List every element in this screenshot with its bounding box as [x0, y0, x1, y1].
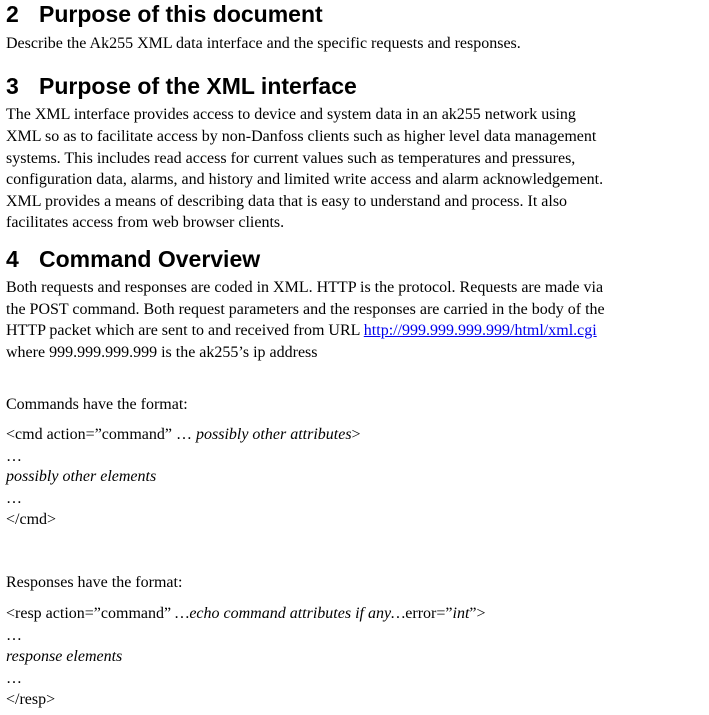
xml-cgi-url-link[interactable]: http://999.999.999.999/html/xml.cgi [363, 322, 597, 339]
section-4-line: HTTP packet which are sent to and received from URL http://999.999.999.999/html/xml.cgi [6, 322, 597, 339]
cmd-elements: possibly other elements [6, 468, 157, 485]
responses-heading: Responses have the format: [6, 574, 183, 591]
section-3-line: XML so as to facilitate access by non-Danfoss clients such as higher level data management [6, 128, 597, 145]
cmd-close-tag: </cmd> [6, 511, 57, 528]
section-4-line: the POST command. Both request parameters and the responses are carried in the body of the [6, 301, 605, 318]
section-4-line: where 999.999.999.999 is the ak255’s ip address [6, 344, 318, 361]
ellipsis: … [6, 490, 22, 507]
section-2-heading: 2 Purpose of this document [6, 1, 323, 27]
resp-close-tag: </resp> [6, 691, 56, 708]
ellipsis: … [6, 448, 22, 465]
ellipsis: … [6, 627, 22, 644]
section-4-line: Both requests and responses are coded in XML. HTTP is the protocol. Requests are made via [6, 279, 604, 296]
section-4-heading: 4 Command Overview [6, 246, 261, 272]
section-3-line: The XML interface provides access to device and system data in an ak255 network using [6, 106, 576, 123]
section-3-line: XML provides a means of describing data that is easy to understand and process. It also [6, 193, 568, 210]
section-2-body: Describe the Ak255 XML data interface and the specific requests and responses. [6, 35, 521, 52]
resp-open-tag: <resp action=”command” …echo command attributes if any…error=”int”> [6, 605, 486, 622]
ellipsis: … [6, 670, 22, 687]
commands-heading: Commands have the format: [6, 396, 188, 413]
section-3-line: facilitates access from web browser clients. [6, 214, 285, 231]
section-3-line: configuration data, alarms, and history and limited write access and alarm acknowledgement. [6, 171, 604, 188]
section-3-heading: 3 Purpose of the XML interface [6, 73, 357, 99]
cmd-open-tag: <cmd action=”command” … possibly other attributes> [6, 426, 361, 443]
section-3-line: systems. This includes read access for current values such as temperatures and pressures, [6, 150, 576, 167]
resp-elements: response elements [6, 648, 123, 665]
